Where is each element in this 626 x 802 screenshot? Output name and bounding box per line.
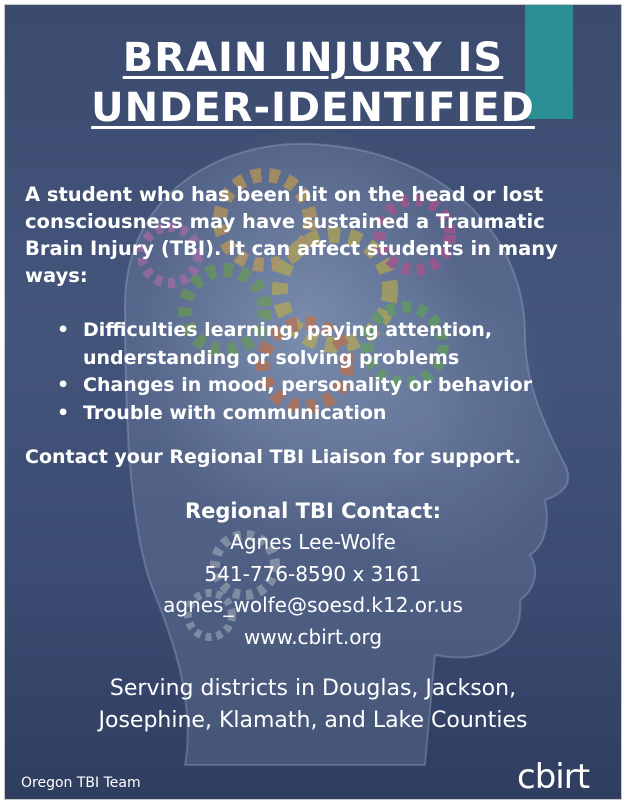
bullet-icon: • bbox=[57, 374, 70, 396]
list-item bbox=[57, 317, 607, 372]
contact-website: www.cbirt.org bbox=[243, 624, 383, 649]
serving-line-2: Josephine, Klamath, and Lake Counties bbox=[98, 708, 528, 733]
title-line-2: UNDER-IDENTIFIED bbox=[91, 85, 535, 131]
list-item bbox=[57, 372, 607, 400]
poster-title bbox=[5, 33, 621, 133]
cbirt-logo: cbirt bbox=[517, 757, 590, 797]
effects-list bbox=[57, 317, 607, 427]
serving-districts bbox=[5, 673, 621, 737]
list-item-text: Difficulties learning, paying attention, understanding or solving problems bbox=[83, 319, 493, 369]
contact-email: agnes_wolfe@soesd.k12.or.us bbox=[163, 593, 463, 617]
title-line-1: BRAIN INJURY IS bbox=[122, 35, 504, 81]
team-label: Oregon TBI Team bbox=[21, 775, 141, 791]
regional-contact bbox=[5, 495, 621, 653]
contact-name: Agnes Lee-Wolfe bbox=[230, 530, 396, 554]
serving-line-1: Serving districts in Douglas, Jackson, bbox=[109, 676, 517, 701]
list-item-text: Changes in mood, personality or behavior bbox=[83, 374, 533, 396]
intro-paragraph: A student who has been hit on the head or lost consciousness may have sustained a Traumatic Brain Injury (TBI). It can affect students in many ways: bbox=[25, 183, 558, 287]
contact-call-to-action: Contact your Regional TBI Liaison for support. bbox=[25, 446, 522, 468]
list-item-text: Trouble with communication bbox=[83, 401, 387, 424]
bullet-icon: • bbox=[57, 401, 70, 424]
contact-phone: 541-776-8590 x 3161 bbox=[204, 561, 422, 586]
poster bbox=[4, 4, 622, 800]
bullet-icon: • bbox=[57, 319, 70, 341]
regional-contact-heading: Regional TBI Contact: bbox=[184, 499, 442, 523]
list-item bbox=[57, 400, 607, 428]
